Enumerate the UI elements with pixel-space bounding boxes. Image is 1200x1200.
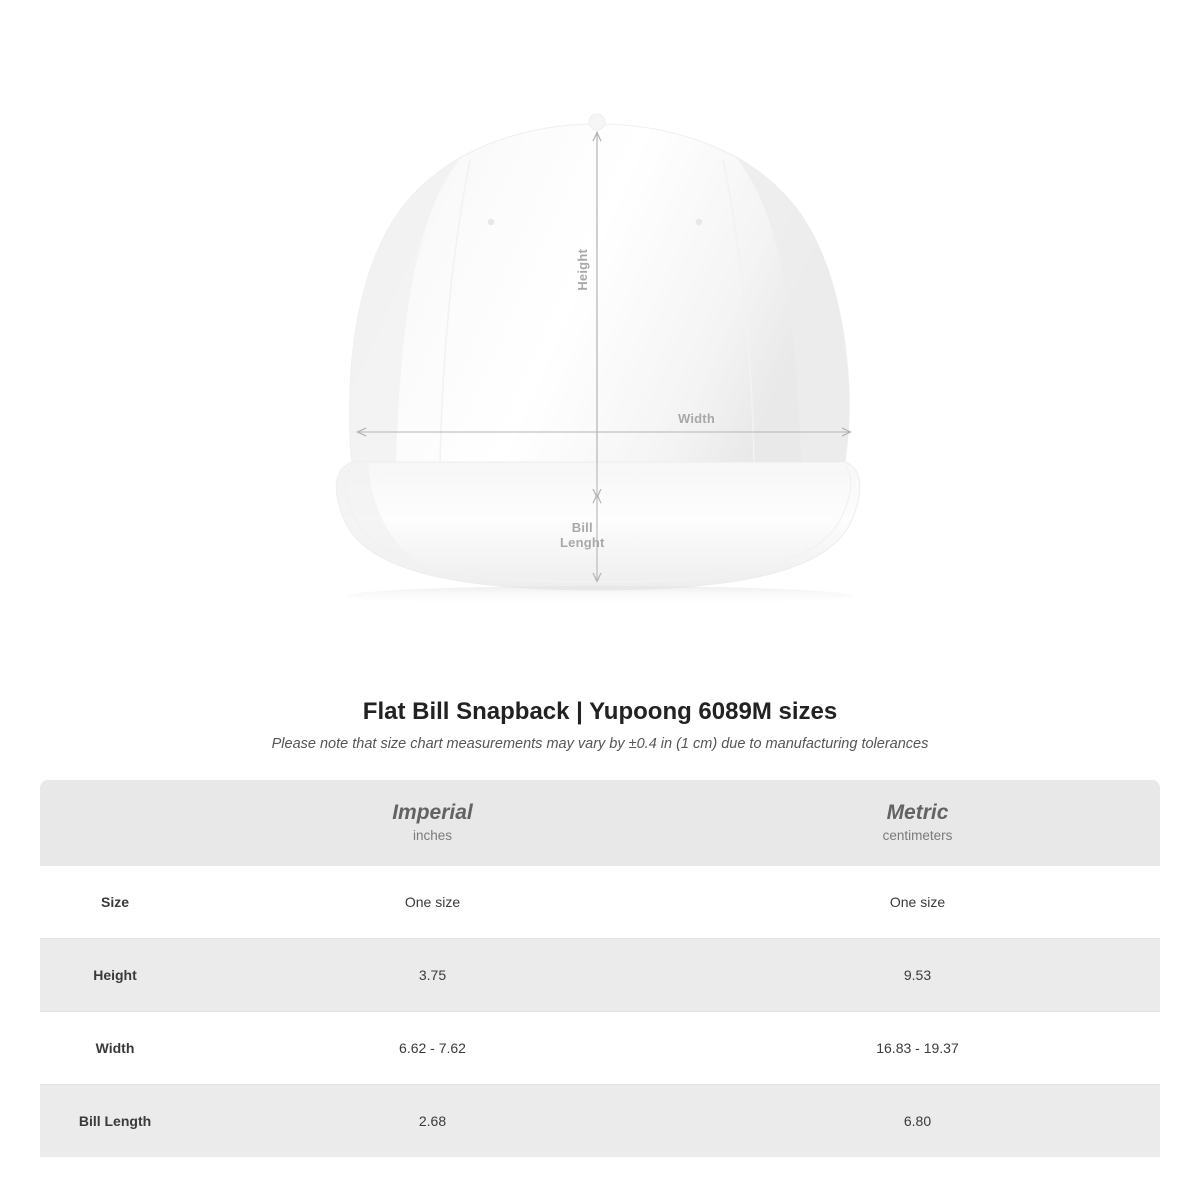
table-row (40, 1085, 1160, 1158)
imperial-title: Imperial (392, 801, 473, 824)
size-table (40, 780, 1160, 1157)
table-row (40, 866, 1160, 939)
table-header-row (40, 780, 1160, 866)
header-cell-blank (40, 780, 190, 866)
bill-length-label-line1: Bill (571, 520, 593, 535)
tolerance-note: Please note that size chart measurements may vary by ±0.4 in (1 cm) due to manufacturing tolerances (271, 736, 929, 752)
page-title: Flat Bill Snapback | Yupoong 6089M sizes (362, 698, 838, 725)
cell-bill-length-imperial: 2.68 (190, 1085, 675, 1158)
row-label-height: Height (40, 939, 190, 1012)
cell-size-metric: One size (675, 866, 1160, 939)
title-block (0, 698, 1200, 752)
cell-height-imperial: 3.75 (190, 939, 675, 1012)
size-table-wrapper (40, 780, 1160, 1157)
hat-shadow (348, 586, 852, 606)
metric-subtitle: centimeters (882, 828, 953, 843)
bill-length-dimension-label (560, 520, 605, 550)
width-dimension-label: Width (678, 411, 715, 426)
imperial-subtitle: inches (412, 828, 453, 843)
header-cell-metric (675, 780, 1160, 866)
cell-size-imperial: One size (190, 866, 675, 939)
cell-width-metric: 16.83 - 19.37 (675, 1012, 1160, 1085)
cell-width-imperial: 6.62 - 7.62 (190, 1012, 675, 1085)
metric-title: Metric (886, 801, 949, 824)
row-label-width: Width (40, 1012, 190, 1085)
height-dimension-label: Height (575, 249, 590, 291)
bill-length-label-line2: Lenght (560, 535, 605, 550)
cell-bill-length-metric: 6.80 (675, 1085, 1160, 1158)
header-cell-imperial (190, 780, 675, 866)
row-label-size: Size (40, 866, 190, 939)
row-label-bill-length: Bill Length (40, 1085, 190, 1158)
table-row (40, 1012, 1160, 1085)
hat-crown (350, 114, 850, 462)
table-row (40, 939, 1160, 1012)
cell-height-metric: 9.53 (675, 939, 1160, 1012)
